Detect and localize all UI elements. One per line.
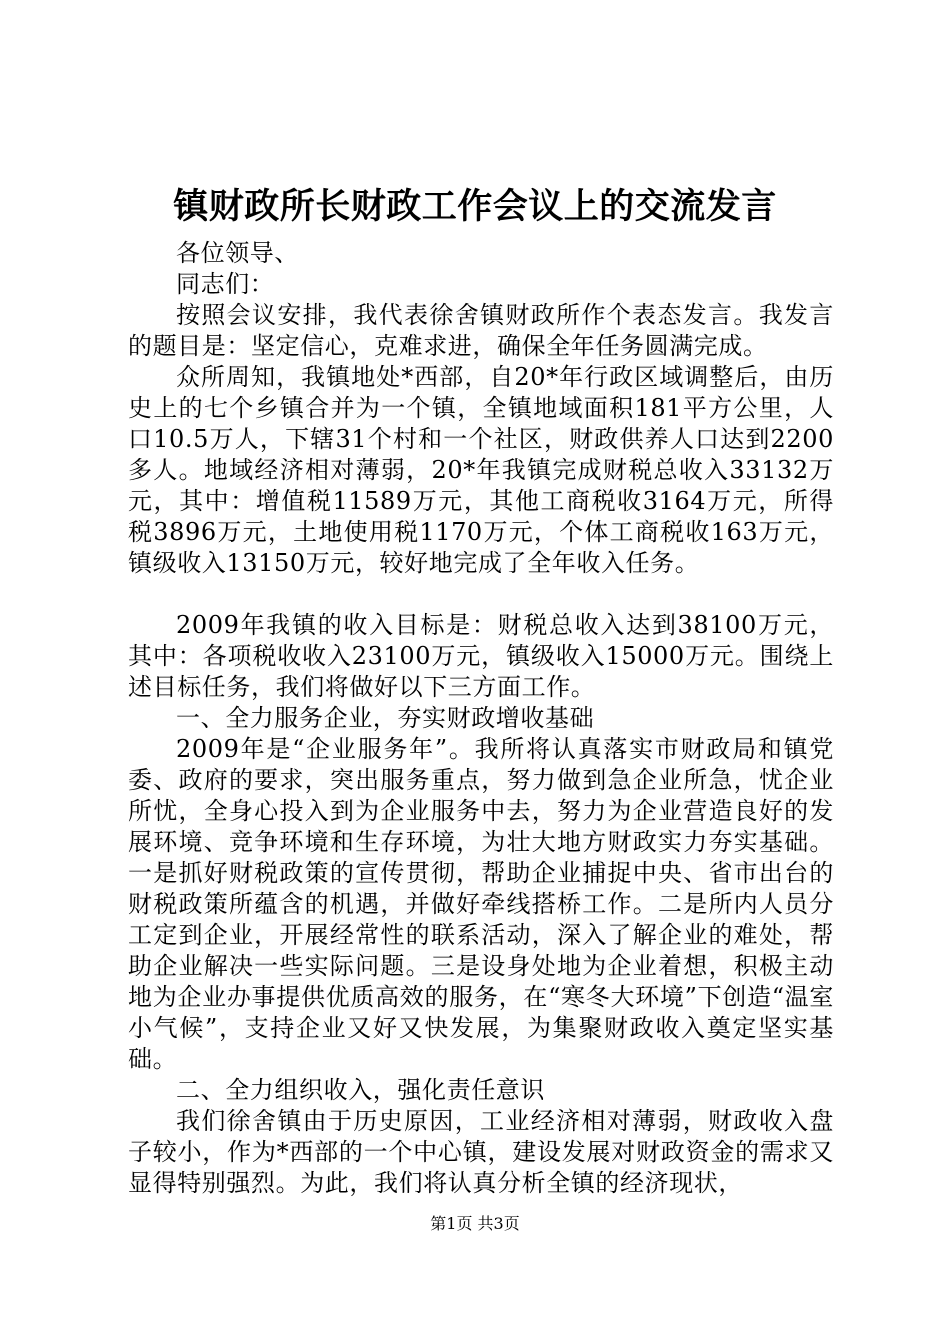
salutation-line-1: 各位领导、 — [176, 239, 299, 267]
background-paragraph: 众所周知，我镇地处*西部，自20*年行政区域调整后，由历史上的七个乡镇合并为一个镇，全镇地域面积181平方公里，人口10.5万人，下辖31个村和一个社区，财政供养人口达到2200多人。地域经济相对薄弱，20*年我镇完成财税总收入33132万元，其中：增值税11589万元，其他工商税收3164万元，所得税3896万元，土地使用税1170万元，个体工商税收163万元，镇级收入13150万元，较好地完成了全年收入任务。 — [128, 363, 834, 577]
paragraph-gap — [128, 579, 834, 610]
document-title: 镇财政所长财政工作会议上的交流发言 — [173, 186, 777, 227]
section-heading-2: 二、全力组织收入，强化责任意识 — [176, 1076, 545, 1104]
section-2-paragraph: 我们徐舍镇由于历史原因，工业经济相对薄弱，财政收入盘子较小，作为*西部的一个中心镇，建设发展对财政资金的需求又显得特别强烈。为此，我们将认真分析全镇的经济现状， — [128, 1107, 834, 1197]
intro-paragraph: 按照会议安排，我代表徐舍镇财政所作个表态发言。我发言的题目是：坚定信心，克难求进，确保全年任务圆满完成。 — [128, 301, 834, 360]
target-paragraph: 2009年我镇的收入目标是：财税总收入达到38100万元，其中：各项税收收入23100万元，镇级收入15000万元。围绕上述目标任务，我们将做好以下三方面工作。 — [128, 611, 834, 701]
section-1-paragraph: 2009年是“企业服务年”。我所将认真落实市财政局和镇党委、政府的要求，突出服务重点，努力做到急企业所急，忧企业所忧，全身心投入到为企业服务中去，努力为企业营造良好的发展环境、竞争环境和生存环境，为壮大地方财政实力夯实基础。一是抓好财税政策的宣传贯彻，帮助企业捕捉中央、省市出台的财税政策所蕴含的机遇，并做好牵线搭桥工作。二是所内人员分工定到企业，开展经常性的联系活动，深入了解企业的难处，帮助企业解决一些实际问题。三是设身处地为企业着想，积极主动地为企业办事提供优质高效的服务，在“寒冬大环境”下创造“温室小气候”，支持企业又好又快发展，为集聚财政收入奠定坚实基础。 — [128, 735, 834, 1073]
page-footer: 第1页 共3页 — [430, 1214, 520, 1233]
section-heading-1: 一、全力服务企业，夯实财政增收基础 — [176, 704, 595, 732]
salutation-line-2: 同志们： — [176, 270, 275, 298]
document-body — [128, 238, 834, 1199]
